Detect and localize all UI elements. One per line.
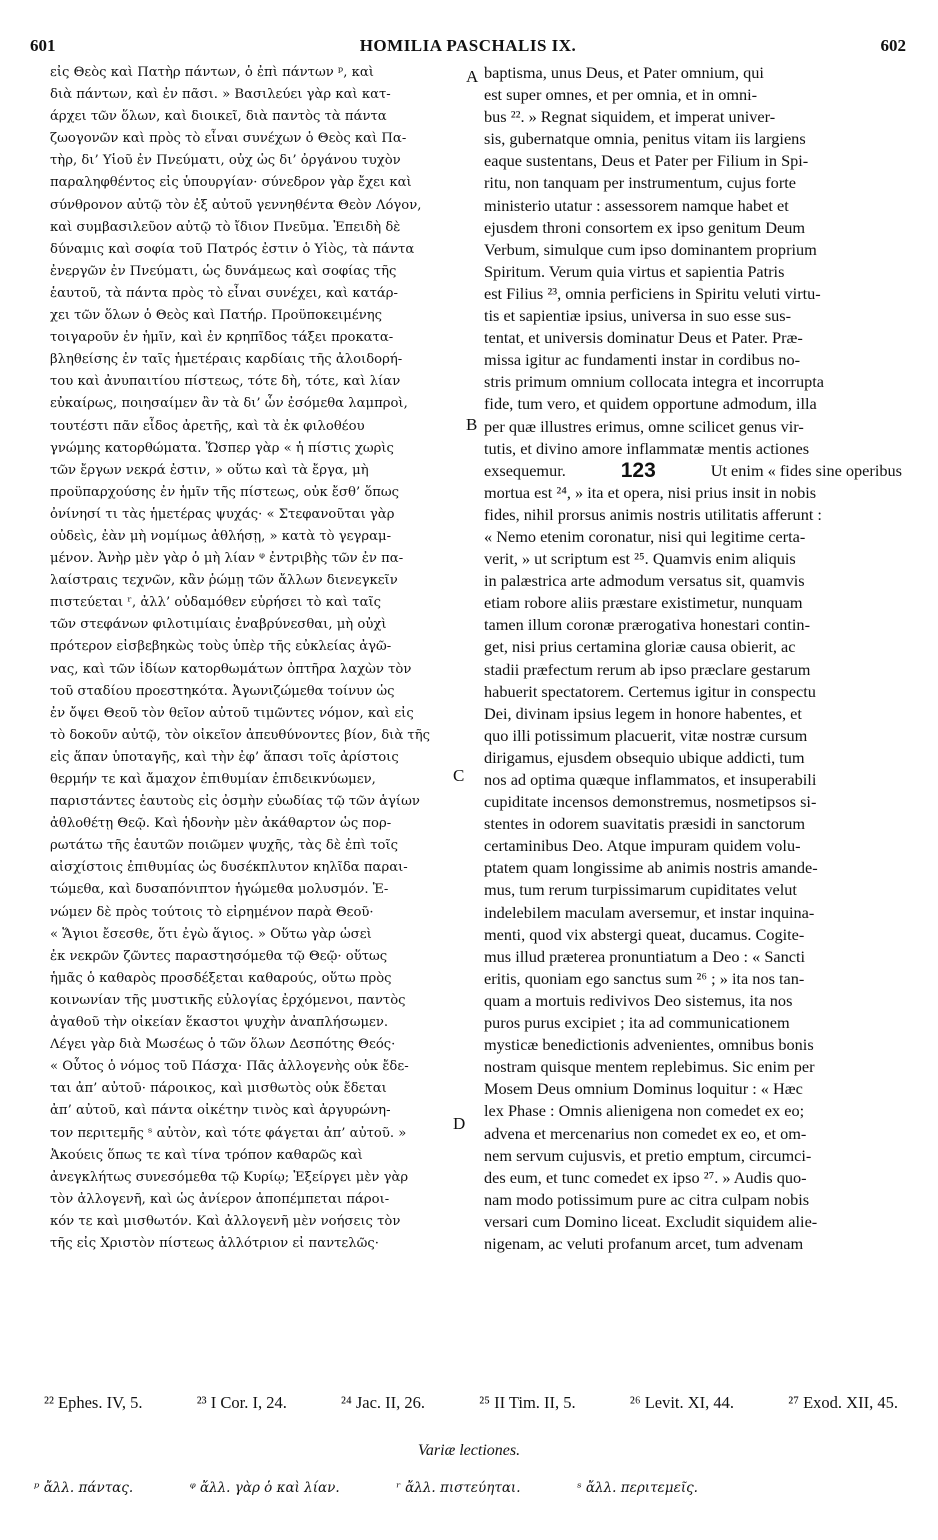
latin-line-text: ministerio utatur : assessorem namque habet et: [484, 195, 789, 215]
greek-line: [50, 217, 460, 239]
latin-line-text: ptatem quam longissime ab animis nostris amande-: [484, 858, 818, 878]
latin-line-text: nem servum cujusvis, et pretio emptum, circumci-: [484, 1145, 812, 1165]
latin-line: [484, 1100, 902, 1122]
greek-line: [50, 349, 460, 371]
latin-line-text: nam modo potissimum pure ac citra culpam nobis: [484, 1189, 810, 1209]
greek-line: [50, 416, 460, 438]
greek-line: [50, 592, 460, 614]
greek-line-text: ἐν ὄψει Θεοῦ τὸν θεῖον αὐτοῦ τιμῶντες νόμον, καὶ εἰς: [50, 705, 414, 721]
greek-line: [50, 526, 460, 548]
latin-line-text: Ut enim « fides sine operibus: [710, 460, 902, 480]
greek-line: [50, 172, 460, 194]
greek-line: [50, 1189, 460, 1211]
greek-line-text: εἰς ἅπαν ὑποταγῆς, καὶ τὴν ἐφ’ ἅπασι τοῖς ἀρίστοις: [50, 749, 399, 765]
greek-line: [50, 924, 460, 946]
greek-line: [50, 703, 460, 725]
greek-line: [50, 438, 460, 460]
margin-letter-b: B: [466, 415, 478, 434]
latin-line-text: Dei, divinam ipsius legem in honore habentes, et: [484, 703, 802, 723]
latin-line-text: puros purus excipiet ; ita ad communicationem: [484, 1013, 790, 1033]
latin-line-text: est super omnes, et per omnia, et in omni-: [484, 85, 758, 105]
latin-line-text: cupiditate incensos demonstremus, nosmetipsos si-: [484, 792, 817, 812]
greek-line: [50, 1167, 460, 1189]
latin-line-text: nostram quisque mentem replebimus. Sic enim per: [484, 1057, 815, 1077]
greek-line-text: νώμεν δὲ πρὸς τούτοις τὸ εἰρημένον παρὰ Θεοῦ·: [50, 904, 374, 920]
latin-line-text: certaminibus Deo. Atque impuram quidem volu-: [484, 836, 801, 856]
footnote: ²⁴ Jac. II, 26.: [341, 1393, 426, 1412]
greek-line: [50, 1056, 460, 1078]
latin-line: [484, 924, 902, 946]
greek-line: [50, 879, 460, 901]
latin-line-text: exsequemur.: [484, 460, 566, 480]
latin-line: [484, 703, 902, 725]
latin-line: [484, 879, 902, 901]
greek-line-text: σύνθρονον αὐτῷ τὸν ἐξ αὐτοῦ γεννηθέντα Θεὸν Λόγον,: [50, 197, 422, 213]
greek-line-text: του καὶ ἀνυπαιτίου πίστεως, τότε δὴ, τότε, καὶ λίαν: [50, 374, 401, 390]
latin-line-text: tis et sapientiæ ipsius, universa in suo esse sus-: [484, 306, 792, 326]
greek-line-text: ρωτάτω τῆς ἑαυτῶν ποιῶμεν ψυχῆς, τὰς δὲ ἐπὶ τοῖς: [50, 838, 399, 854]
greek-line: [50, 327, 460, 349]
latin-line-text: ejusdem throni consortem ex ipso genitum Deum: [484, 217, 806, 237]
variant-reading: ˢ ἄλλ. περιτεμεῖς.: [577, 1480, 698, 1496]
greek-line-text: διὰ πάντων, καὶ ἐν πᾶσι. » Βασιλεύει γὰρ καὶ κατ-: [50, 87, 391, 103]
latin-line: [484, 106, 902, 128]
latin-line: [484, 592, 902, 614]
greek-line-text: τὴρ, δι’ Υἱοῦ ἐν Πνεύματι, οὐχ ὡς δι’ ὀργάνου τυχὸν: [50, 153, 401, 169]
latin-line: [484, 239, 902, 261]
latin-line: [484, 327, 902, 349]
greek-line: [50, 747, 460, 769]
latin-line: [484, 725, 902, 747]
greek-line-text: Λέγει γὰρ διὰ Μωσέως ὁ τῶν ὅλων Δεσπότης Θεός·: [50, 1037, 396, 1053]
latin-line: [484, 902, 902, 924]
latin-line: [484, 305, 902, 327]
latin-line: [484, 636, 902, 658]
latin-line-text: bus ²². » Regnat siquidem, et imperat univer-: [484, 107, 776, 127]
page-header: [30, 36, 906, 58]
latin-line: [484, 172, 902, 194]
greek-line-text: « Ἅγιοι ἔσεσθε, ὅτι ἐγὼ ἅγιος. » Οὕτω γὰρ ὡσεὶ: [50, 926, 372, 942]
latin-line-text: quo illi potissimum placuerit, vitæ nostræ cursum: [484, 725, 808, 745]
variant-reading: ᵠ ἄλλ. γὰρ ὁ καὶ λίαν.: [189, 1480, 340, 1496]
latin-line: [484, 1189, 902, 1211]
greek-line: [50, 548, 460, 570]
latin-line: [484, 1012, 902, 1034]
latin-line: [484, 968, 902, 990]
latin-line: [484, 526, 902, 548]
greek-line-text: νας, καὶ τῶν ἰδίων κατορθωμάτων ὀπτῆρα λαχὼν τὸν: [50, 661, 412, 677]
latin-line: [484, 283, 902, 305]
footnotes: [44, 1393, 898, 1417]
latin-line-text: mortua est ²⁴, » ita et opera, nisi prius insit in nobis: [484, 482, 817, 502]
page-number-right: 602: [880, 36, 906, 55]
latin-line: [484, 393, 902, 415]
latin-line: [484, 813, 902, 835]
latin-line: [484, 1233, 902, 1255]
latin-line-text: menti, quod vix abstergi queat, ducamus. Cogite-: [484, 924, 805, 944]
latin-line: [484, 681, 902, 703]
greek-line-text: τουτέστι πᾶν εἶδος ἀρετῆς, καὶ τὰ ἐκ φιλοθέου: [50, 418, 365, 434]
latin-line: [484, 946, 902, 968]
latin-line-text: sis, gubernatque omnia, penitus vitam iis largiens: [484, 129, 806, 149]
greek-line-text: τὸ δοκοῦν αὐτῷ, τὸν οἰκεῖον ἀπευθύνοντες βίον, διὰ τῆς: [50, 727, 430, 743]
greek-line-text: ἀθλοθέτῃ Θεῷ. Καὶ ἡδονὴν μὲν ἀκάθαρτον ὡς πορ-: [50, 816, 392, 832]
greek-line: [50, 769, 460, 791]
greek-line-text: καὶ συμβασιλεῦον αὐτῷ τὸ ἴδιον Πνεῦμα. Ἐπειδὴ δὲ: [50, 219, 401, 235]
footnote: ²⁵ II Tim. II, 5.: [479, 1393, 576, 1412]
latin-line: [484, 1211, 902, 1233]
latin-line-text: mus illud præterea pronuntiatum a Deo : « Sancti: [484, 946, 806, 966]
greek-line-text: παραληφθέντος εἰς ὑπουργίαν· σύνεδρον γὰρ ἔχει καὶ: [50, 175, 412, 191]
variae-lectiones-title: Variæ lectiones.: [417, 1442, 521, 1459]
greek-line-text: αἰσχίστοις ἐπιθυμίας ὡς δυσέκπλυτον κηλῖδα παραι-: [50, 860, 408, 876]
latin-column: [484, 62, 902, 1255]
greek-line-text: ται ἀπ’ αὐτοῦ· πάροικος, καὶ μισθωτὸς οὐκ ἔδεται: [50, 1081, 387, 1097]
latin-line-text: advena et mercenarius non comedet ex eo, et om-: [484, 1123, 807, 1143]
greek-line-text: δύναμις καὶ σοφία τοῦ Πατρός ἐστιν ὁ Υἱὸς, τὰ πάντα: [50, 241, 415, 257]
greek-line-text: ἐνεργῶν ἐν Πνεύματι, ὡς δυνάμεως καὶ σοφίας τῆς: [50, 263, 397, 279]
greek-line-text: θερμήν τε καὶ ἄμαχον ἐπιθυμίαν ἐπιδεικνύωμεν,: [50, 772, 376, 787]
greek-line-text: τον περιτεμῆς ˢ αὐτὸν, καὶ τότε φάγεται ἀπ’ αὐτοῦ. »: [50, 1125, 407, 1141]
greek-line: [50, 1078, 460, 1100]
greek-line: [50, 283, 460, 305]
latin-line: [484, 62, 902, 84]
greek-line: [50, 835, 460, 857]
latin-line-text: get, nisi prius certamina gloriæ causa obierit, ac: [484, 637, 796, 657]
latin-line-text: dirigamus, ejusdem obsequio ubique addicti, tum: [484, 747, 805, 767]
latin-line: [484, 217, 902, 239]
latin-line-text: eritis, quoniam ego sanctus sum ²⁶ ; » ita nos tan-: [484, 968, 805, 988]
greek-line: [50, 902, 460, 924]
greek-line: [50, 968, 460, 990]
greek-line-text: τοῦ σταδίου προεστηκότα. Ἀγωνιζώμεθα τοίνυν ὡς: [50, 683, 395, 699]
latin-line: [484, 371, 902, 393]
greek-line-text: Ἀκούεις ὅπως τε καὶ τίνα τρόπον καθαρῶς καὶ: [50, 1147, 363, 1163]
greek-line: [50, 84, 460, 106]
greek-line: [50, 393, 460, 415]
column-number: 123: [620, 459, 656, 482]
greek-line: [50, 990, 460, 1012]
latin-line: [484, 261, 902, 283]
latin-line-text: habuerit spectatorem. Certemus igitur in conspectu: [484, 681, 816, 701]
greek-line-text: μένον. Ἀνὴρ μὲν γὰρ ὁ μὴ λίαν ᵠ ἐντριβὴς τῶν ἐν πα-: [50, 551, 404, 567]
latin-line: [484, 835, 902, 857]
latin-line: [484, 548, 902, 570]
greek-line: [50, 614, 460, 636]
greek-column: [50, 62, 460, 1255]
latin-line: [484, 570, 902, 592]
greek-line: [50, 813, 460, 835]
latin-line: [484, 614, 902, 636]
latin-line-text: per quæ illustres erimus, omne scilicet genus vir-: [484, 416, 804, 436]
footnote: ²² Ephes. IV, 5.: [44, 1393, 143, 1412]
latin-line-text: etiam robore aliis præstare existimetur, nunquam: [484, 593, 803, 613]
greek-line-text: άρχει τῶν ὅλων, καὶ διοικεῖ, διὰ παντὸς τὰ πάντα: [50, 109, 387, 125]
latin-line: [484, 504, 902, 526]
greek-line-text: γνώμης κατορθώματα. Ὥσπερ γὰρ « ἡ πίστις χωρὶς: [50, 440, 394, 456]
footnote: ²³ I Cor. I, 24.: [196, 1393, 287, 1412]
greek-line: [50, 681, 460, 703]
greek-line-text: τώμεθα, καὶ δυσαπόνιπτον ἡγώμεθα μολυσμόν. Ἑ-: [50, 882, 389, 898]
margin-letter-a: A: [466, 67, 479, 86]
latin-line: [484, 1145, 902, 1167]
greek-line: [50, 305, 460, 327]
greek-line-text: ἀγαθοῦ τὴν οἰκείαν ἕκαστοι ψυχὴν ἀναπλήσωμεν.: [50, 1015, 389, 1031]
greek-line-text: ἐκ νεκρῶν ζῶντες παραστησόμεθα τῷ Θεῷ· οὕτως: [50, 948, 388, 964]
latin-line-text: tentat, et universis dominatur Deus et Pater. Præ-: [484, 328, 803, 348]
margin-letter-d: D: [453, 1114, 466, 1133]
greek-line: [50, 150, 460, 172]
greek-line: [50, 1100, 460, 1122]
greek-line-text: ἑαυτοῦ, τὰ πάντα πρὸς τὸ εἶναι συνέχει, καὶ κατάρ-: [50, 285, 398, 301]
latin-line-text: Spiritum. Verum quia virtus et sapientia Patris: [484, 261, 785, 281]
greek-line: [50, 659, 460, 681]
greek-line-text: βληθείσης ἐν ταῖς ἡμετέραις καρδίαις τῆς ἀλοιδορή-: [50, 352, 403, 368]
footnote: ²⁷ Exod. XII, 45.: [788, 1393, 898, 1412]
greek-line: [50, 128, 460, 150]
latin-line: [484, 1078, 902, 1100]
greek-line: [50, 106, 460, 128]
greek-line: [50, 1145, 460, 1167]
greek-line: [50, 1211, 460, 1233]
variae-lectiones: [34, 1480, 698, 1504]
greek-line: [50, 570, 460, 592]
latin-line-text: ritu, non tanquam per instrumentum, cujus forte: [484, 173, 796, 193]
greek-line-text: πρότερον εἰσβεβηκὼς τοὺς ὑπὲρ τῆς εὐκλείας ἀγῶ-: [50, 639, 392, 655]
latin-line-column-number: [484, 460, 902, 482]
greek-line: [50, 239, 460, 261]
greek-line: [50, 946, 460, 968]
greek-line-text: κόν τε καὶ μισθωτόν. Καὶ ἀλλογενῆ μὲν νοήσεις τὸν: [50, 1213, 401, 1229]
greek-line: [50, 1034, 460, 1056]
latin-line-text: in palæstrica arte admodum versatus sit, quamvis: [484, 571, 805, 591]
latin-line-text: fides, nihil prorsus animis nostris utilitatis afferunt :: [484, 504, 822, 524]
greek-line-text: προϋπαρχούσης ἐν ἡμῖν τῆς πίστεως, οὐκ ἔσθ’ ὅπως: [50, 484, 400, 500]
margin-letter-c: C: [453, 766, 465, 785]
latin-line-text: quam a mortuis redivivos Deo sistemus, ita nos: [484, 990, 793, 1010]
greek-line: [50, 460, 460, 482]
greek-line: [50, 725, 460, 747]
latin-line-text: lex Phase : Omnis alienigena non comedet ex eo;: [484, 1101, 805, 1121]
greek-line-text: ἀπ’ αὐτοῦ, καὶ πάντα οἰκέτην τινὸς καὶ ἀργυρώνη-: [50, 1103, 391, 1119]
latin-line: [484, 1056, 902, 1078]
latin-line-text: verit, » ut scriptum est ²⁵. Quamvis enim aliquis: [484, 549, 796, 569]
variant-reading: ᵖ ἄλλ. πάντας.: [34, 1480, 134, 1496]
latin-line-text: stris primum omnium collocata integra et incorrupta: [484, 372, 825, 392]
greek-line-text: εὐκαίρως, ποιησαίμεν ἂν τὰ δι’ ὧν ἐσόμεθα λαμπροὶ,: [50, 396, 408, 412]
latin-line: [484, 84, 902, 106]
latin-line-text: eaque sustentans, Deus et Pater per Filium in Spi-: [484, 151, 809, 171]
latin-line-text: stentes in odorem suavitatis præsidi in sanctorum: [484, 814, 806, 834]
greek-line-text: χει τῶν ὅλων ὁ Θεὸς καὶ Πατήρ. Προϋποκειμένης: [50, 308, 383, 324]
footnote: ²⁶ Levit. XI, 44.: [629, 1393, 735, 1412]
latin-line-text: stadii præfectum rerum ab ipso præclare gestarum: [484, 659, 811, 679]
greek-line-text: οὐδεὶς, ἐὰν μὴ νομίμως ἀθλήσῃ, » κατὰ τὸ γεγραμ-: [50, 528, 392, 544]
greek-line: [50, 482, 460, 504]
latin-line: [484, 747, 902, 769]
latin-line-text: est Filius ²³, omnia perficiens in Spiritu veluti virtu-: [484, 283, 821, 303]
latin-line-text: baptisma, unus Deus, et Pater omnium, qui: [484, 63, 764, 82]
latin-line-text: versari cum Domino liceat. Excludit siquidem alie-: [484, 1211, 818, 1231]
latin-line-text: fide, tum vero, et quidem opportune admodum, illa: [484, 394, 817, 414]
latin-line: [484, 857, 902, 879]
page-number-left: 601: [30, 36, 56, 55]
greek-line: [50, 1233, 460, 1255]
greek-line-text: τοιγαροῦν ἐν ἡμῖν, καὶ ἐν κρηπῖδος τάξει προκατα-: [50, 330, 394, 346]
latin-line-text: Mosem Deus omnium Dominus loquitur : « Hæc: [484, 1079, 803, 1099]
greek-line-text: τῶν στεφάνων φιλοτιμίαις ἐναβρύνεσθαι, μὴ οὐχὶ: [50, 617, 387, 633]
latin-line: [484, 438, 902, 460]
latin-line-text: nos ad optima quæque inflammatos, et insuperabili: [484, 770, 817, 789]
greek-line: [50, 195, 460, 217]
latin-line: [484, 1167, 902, 1189]
latin-line-text: des eum, et tunc comedet ex ipso ²⁷. » Audis quo-: [484, 1167, 807, 1187]
greek-line-text: κοινωνίαν τῆς μυστικῆς εὐλογίας ἐρχόμενοι, παντὸς: [50, 992, 406, 1008]
greek-line-text: ὀνίνησί τι τὰς ἡμετέρας ψυχάς· « Στεφανοῦται γὰρ: [50, 506, 395, 522]
latin-line-text: tamen illum coronæ prærogativa honestari contin-: [484, 615, 810, 635]
latin-line-text: mysticæ benedictionis advenientes, omnibus bonis: [484, 1035, 814, 1055]
latin-line-text: nigenam, ac veluti profanum arcet, tum advenam: [484, 1233, 804, 1253]
greek-line: [50, 1012, 460, 1034]
greek-line-text: τῆς εἰς Χριστὸν πίστεως ἀλλότριον εἰ παντελῶς·: [50, 1235, 379, 1251]
greek-line-text: ἀνεγκλήτως συνεσόμεθα τῷ Κυρίῳ; Ἐξείργει μὲν γὰρ: [50, 1169, 409, 1185]
running-title: HOMILIA PASCHALIS IX.: [359, 36, 577, 55]
latin-line-text: « Nemo etenim coronatur, nisi qui legitime certa-: [484, 526, 806, 546]
latin-line: [484, 769, 902, 791]
latin-line: [484, 416, 902, 438]
latin-line-text: missa igitur ac fundamenti instar in cordibus no-: [484, 350, 801, 370]
greek-line: [50, 1123, 460, 1145]
greek-line: [50, 62, 460, 84]
latin-line: [484, 128, 902, 150]
greek-line-text: ἡμᾶς ὁ καθαρὸς προσδέξεται καθαρούς, οὕτω πρὸς: [50, 970, 392, 986]
greek-line: [50, 504, 460, 526]
latin-line-text: mus, tum rerum turpissimarum cupiditates velut: [484, 880, 797, 900]
greek-line: [50, 857, 460, 879]
greek-line: [50, 371, 460, 393]
latin-line-text: tutis, et divino amore inflammatæ mentis actiones: [484, 438, 810, 458]
greek-line-text: ζωογονῶν καὶ πρὸς τὸ εἶναι συνέχων ὁ Θεὸς καὶ Πα-: [50, 131, 407, 147]
greek-line-text: τῶν ἔργων νεκρά ἐστιν, » οὕτω καὶ τὰ ἔργα, μὴ: [50, 462, 369, 478]
greek-line-text: τὸν ἀλλογενῆ, καὶ ὡς ἀνίερον ἀποπέμπεται πάροι-: [50, 1191, 390, 1207]
greek-line: [50, 261, 460, 283]
latin-line: [484, 1123, 902, 1145]
latin-line: [484, 1034, 902, 1056]
latin-line-text: Verbum, simulque cum ipso dominantem proprium: [484, 239, 817, 259]
greek-line-text: πιστεύεται ʳ, ἀλλ’ οὐδαμόθεν εὑρήσει τὸ καὶ ταῖς: [50, 595, 382, 611]
latin-line: [484, 349, 902, 371]
variant-reading: ʳ ἄλλ. πιστεύηται.: [396, 1480, 521, 1496]
latin-line: [484, 482, 902, 504]
greek-line: [50, 636, 460, 658]
latin-line: [484, 659, 902, 681]
latin-line: [484, 990, 902, 1012]
latin-line: [484, 195, 902, 217]
latin-line: [484, 150, 902, 172]
latin-line: [484, 791, 902, 813]
greek-line-text: « Οὗτος ὁ νόμος τοῦ Πάσχα· Πᾶς ἀλλογενὴς οὐκ ἔδε-: [50, 1059, 409, 1075]
greek-line: [50, 791, 460, 813]
greek-line-text: παριστάντες ἑαυτοὺς εἰς ὀσμὴν εὐωδίας τῷ τῶν ἁγίων: [50, 794, 420, 810]
latin-line-text: indelebilem maculam aversemur, et instar inquina-: [484, 902, 815, 922]
greek-line-text: λαίστραις τεχνῶν, κἂν ῥώμῃ τῶν ἄλλων διενεγκεῖν: [50, 573, 398, 589]
greek-line-text: εἰς Θεὸς καὶ Πατὴρ πάντων, ὁ ἐπὶ πάντων ᵖ, καὶ: [50, 65, 374, 80]
